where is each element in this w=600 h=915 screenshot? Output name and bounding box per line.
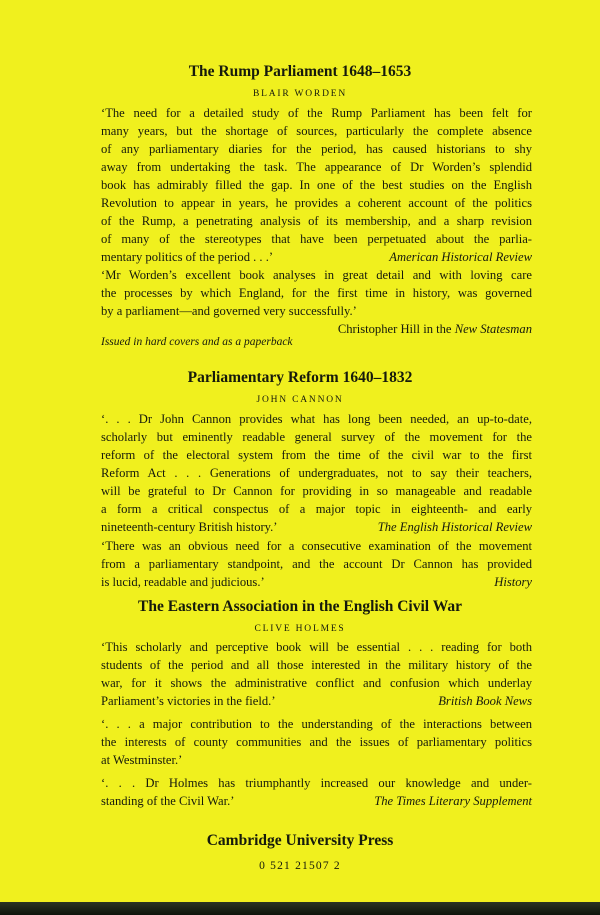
quote-line: ‘. . . Dr John Cannon provides what has long been needed, an up-to-date, (101, 412, 532, 426)
page-edge (0, 902, 600, 915)
quote-line: by a parliament—and governed very successfully.’ (101, 304, 357, 318)
review-quote (101, 638, 532, 710)
quote-line: from a parliamentary standpoint, and the account Dr Cannon has provided (101, 557, 532, 571)
review-quote (101, 715, 532, 769)
review-source: The English Historical Review (377, 520, 532, 534)
review-source: The Times Literary Supplement (374, 794, 532, 808)
review-quote (101, 774, 532, 810)
review-quote (101, 104, 532, 266)
review-quote (101, 410, 532, 536)
quote-last-line (101, 518, 532, 536)
quote-line: book has admirably filled the gap. In one of the best studies on the English (101, 178, 532, 192)
book-title: The Rump Parliament 1648–1653 (188, 63, 412, 80)
review-source: New Statesman (454, 322, 532, 336)
quote-last-line (101, 573, 532, 591)
quote-line: ‘There was an obvious need for a consecutive examination of the movement (101, 539, 532, 553)
quote-line: war, for it shows the administrative conflict and confusion which underlay (101, 676, 532, 690)
book-author: JOHN CANNON (256, 395, 344, 405)
quote-line: Parliament’s victories in the field.’ (101, 694, 276, 708)
quote-line: mentary politics of the period . . .’ (101, 250, 274, 264)
quote-line: standing of the Civil War.’ (101, 794, 235, 808)
review-source: British Book News (438, 694, 532, 708)
quote-last-line (101, 248, 532, 266)
quote-line: the processes by which England, for the first time in history, was governed (101, 286, 532, 300)
quote-line: ‘The need for a detailed study of the Rump Parliament has been felt for (101, 106, 532, 120)
quote-line: at Westminster.’ (101, 753, 183, 767)
quote-last-line (101, 692, 532, 710)
quote-line: will be grateful to Dr Cannon for providing in so manageable and readable (101, 484, 532, 498)
quote-line: the interests of county communities and the issues of parliamentary politics (101, 735, 532, 749)
book-author: CLIVE HOLMES (254, 624, 346, 634)
quote-last-line (101, 792, 532, 810)
review-source: American Historical Review (389, 250, 532, 264)
quote-line: students of the period and all those interested in the military history of the (101, 658, 532, 672)
isbn: 0 521 21507 2 (259, 860, 341, 872)
quote-line: of the Rump, a penetrating analysis of its membership, and a sharp revision (101, 214, 532, 228)
edition-note: Issued in hard covers and as a paperback (101, 336, 293, 348)
review-quote (101, 266, 532, 338)
review-source: History (494, 575, 532, 589)
quote-line: many years, but the shortage of sources, particularly the complete absence (101, 124, 532, 138)
book-title: Parliamentary Reform 1640–1832 (187, 369, 413, 386)
quote-line: ‘. . . a major contribution to the understanding of the interactions between (101, 717, 532, 731)
publisher-name: Cambridge University Press (206, 832, 394, 849)
quote-line: Reform Act . . . Generations of undergraduates, not to say their teachers, (101, 466, 532, 480)
quote-line: Revolution to appear in years, he provides a coherent account of the politics (101, 196, 532, 210)
quote-line: a form a critical conspectus of a major topic in eighteenth- and early (101, 502, 532, 516)
quote-line: reform of the electoral system from the time of the civil war to the first (101, 448, 532, 462)
quote-line: is lucid, readable and judicious.’ (101, 575, 265, 589)
review-quote (101, 537, 532, 591)
quote-line: ‘This scholarly and perceptive book will be essential . . . reading for both (101, 640, 532, 654)
quote-line: scholarly but eminently readable general survey of the movement for the (101, 430, 532, 444)
book-author: BLAIR WORDEN (253, 89, 347, 99)
book-title: The Eastern Association in the English Civil War (138, 598, 462, 615)
quote-line: of many of the stereotypes that have been perpetuated about the parlia- (101, 232, 532, 246)
review-source-prefix: Christopher Hill in the (337, 322, 455, 336)
quote-line: ‘. . . Dr Holmes has triumphantly increased our knowledge and under- (101, 776, 532, 790)
quote-line: nineteenth-century British history.’ (101, 520, 278, 534)
quote-line: ‘Mr Worden’s excellent book analyses in great detail and with loving care (101, 268, 532, 282)
quote-line: of any parliamentary diaries for the period, has caused historians to shy (101, 142, 532, 156)
quote-line: away from undertaking the task. The appearance of Dr Worden’s splendid (101, 160, 532, 174)
